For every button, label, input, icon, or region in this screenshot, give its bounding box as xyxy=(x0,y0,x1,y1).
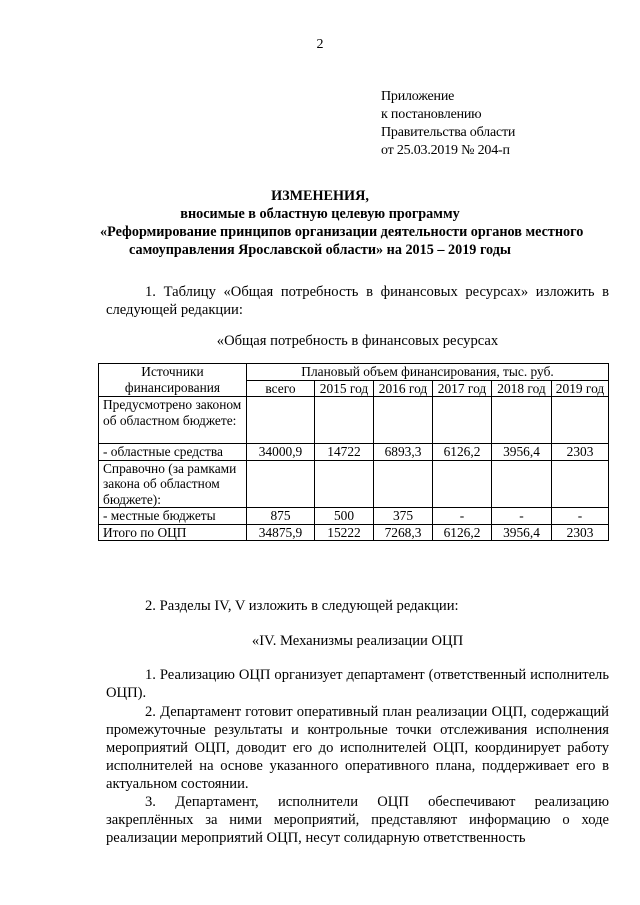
table-row xyxy=(99,444,609,461)
paragraph-2: 2. Разделы IV, V изложить в следующей редакции: xyxy=(145,598,459,614)
cell: - xyxy=(552,508,609,525)
item-3: 3. Департамент, исполнители ОЦП обеспечивают реализацию закреплённых за ними мероприятий, представляют информацию о ходе реализации мероприятий ОЦП, несут солидарную ответственность xyxy=(106,794,609,846)
cell: - xyxy=(492,508,552,525)
page-number: 2 xyxy=(316,37,324,52)
table-row xyxy=(99,524,609,541)
header-total: всего xyxy=(247,380,315,397)
cell: 7268,3 xyxy=(374,524,433,541)
table-row xyxy=(99,397,609,444)
cell xyxy=(315,397,374,444)
row-label: - областные средства xyxy=(99,444,247,461)
row-label: - местные бюджеты xyxy=(99,508,247,525)
cell xyxy=(492,397,552,444)
cell: 14722 xyxy=(315,444,374,461)
cell: 3956,4 xyxy=(492,524,552,541)
row-label: Итого по ОЦП xyxy=(99,524,247,541)
cell: 6893,3 xyxy=(374,444,433,461)
cell: - xyxy=(433,508,492,525)
cell: 3956,4 xyxy=(492,444,552,461)
cell xyxy=(374,397,433,444)
cell xyxy=(433,397,492,444)
appendix-block xyxy=(381,88,515,160)
cell: 875 xyxy=(247,508,315,525)
cell xyxy=(433,460,492,508)
table-header-row xyxy=(99,364,609,381)
appendix-line: к постановлению xyxy=(381,107,482,122)
cell xyxy=(374,460,433,508)
appendix-line: Правительства области xyxy=(381,125,516,140)
item-2: 2. Департамент готовит оперативный план реализации ОЦП, содержащий промежуточные результаты и контрольные точки отслеживания исполнения мероприятий ОЦП, доводит его до исполнителей ОЦП, координирует работу исполнителей на основе указанного оперативного плана, поддерживает его в актуальном состоянии. xyxy=(106,704,609,792)
item-1: 1. Реализацию ОЦП организует департамент (ответственный исполнитель ОЦП). xyxy=(106,667,609,701)
paragraph-1: 1. Таблицу «Общая потребность в финансовых ресурсах» изложить в следующей редакции: xyxy=(106,284,609,318)
appendix-line: от 25.03.2019 № 204-п xyxy=(381,143,510,158)
cell xyxy=(315,460,374,508)
heading-line: вносимые в областную целевую программу xyxy=(180,206,460,222)
cell xyxy=(552,397,609,444)
header-year: 2019 год xyxy=(552,380,609,397)
document-heading xyxy=(100,187,584,259)
header-year: 2016 год xyxy=(374,380,433,397)
table-row xyxy=(99,508,609,525)
heading-line: «Реформирование принципов организации деятельности органов местного xyxy=(100,224,584,240)
appendix-line: Приложение xyxy=(381,89,455,104)
cell: 34000,9 xyxy=(247,444,315,461)
cell: 2303 xyxy=(552,444,609,461)
header-year: 2015 год xyxy=(315,380,374,397)
heading-line: ИЗМЕНЕНИЯ, xyxy=(271,188,369,204)
section-title: «IV. Механизмы реализации ОЦП xyxy=(251,633,464,649)
cell xyxy=(552,460,609,508)
table-title: «Общая потребность в финансовых ресурсах xyxy=(216,333,499,349)
cell xyxy=(247,397,315,444)
cell: 6126,2 xyxy=(433,444,492,461)
cell: 6126,2 xyxy=(433,524,492,541)
financing-table xyxy=(98,363,609,541)
header-year: 2018 год xyxy=(492,380,552,397)
heading-line: самоуправления Ярославской области» на 2015 – 2019 годы xyxy=(129,242,511,258)
header-plan: Плановый объем финансирования, тыс. руб. xyxy=(247,364,609,381)
cell xyxy=(492,460,552,508)
cell xyxy=(247,460,315,508)
row-label: Справочно (за рамками закона об областном бюджете): xyxy=(99,460,247,508)
header-source: Источники финансирования xyxy=(99,364,247,397)
header-year: 2017 год xyxy=(433,380,492,397)
cell: 500 xyxy=(315,508,374,525)
cell: 15222 xyxy=(315,524,374,541)
row-label: Предусмотрено законом об областном бюджете: xyxy=(99,397,247,444)
cell: 2303 xyxy=(552,524,609,541)
cell: 375 xyxy=(374,508,433,525)
table-row xyxy=(99,460,609,508)
cell: 34875,9 xyxy=(247,524,315,541)
